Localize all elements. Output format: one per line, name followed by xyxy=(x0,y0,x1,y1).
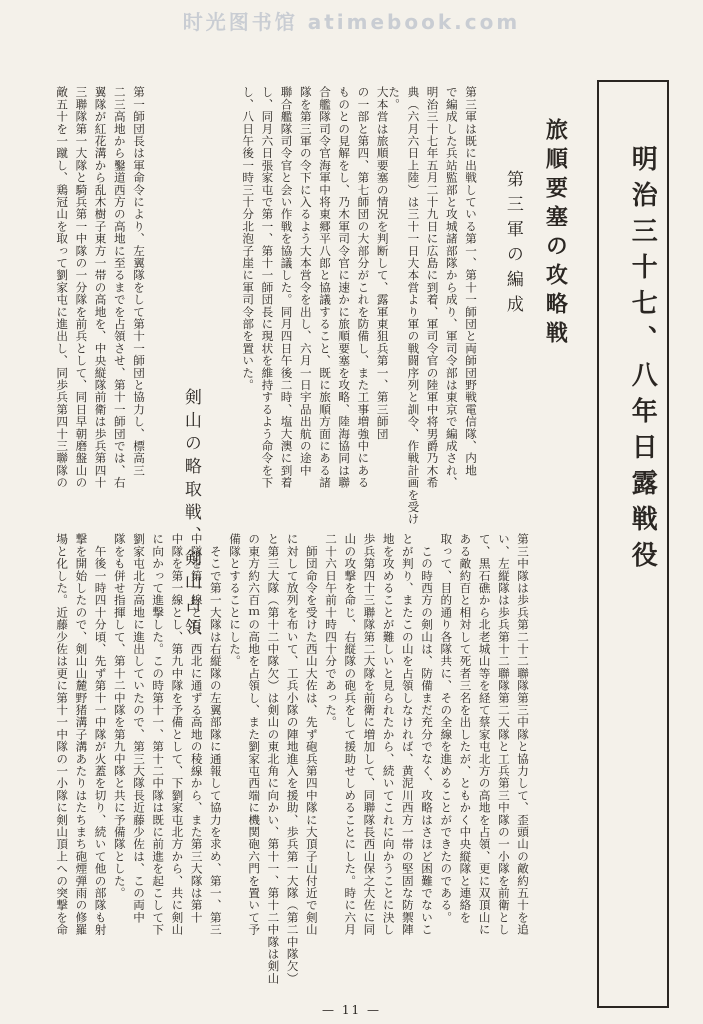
section-heading: 旅順要塞の攻略戦 xyxy=(542,118,569,350)
watermark: 时光图书馆 atimebook.com xyxy=(182,10,521,34)
paragraph-kenzan-battle: 第三中隊は歩兵第二十二聯隊第三中隊と協力して、歪頭山の敵約五十を追 い、左縦隊は歩兵第十二聯隊第二大隊と工兵第三中隊の一小隊を前衛とし て、黒石礁から北老城山等を経て蔡家屯北方の高地を占領、更に双頂山に ある敵約百と相対して死者三名を出したが、ともかく中央縦隊と連絡を 取って、目的通り各隊共に、その全線を進めることができたのである。 この時西方の剣山は、防備まだ充分でなく、攻略はさほど困難でないこ とが判り、またこの山を占領しなければ、黄泥川西方一帯の堅固な防禦陣 地を攻めることが難しいと見られたから、続いてこれに向かうことに決し 歩兵第四十三聯隊第二大隊を前衛に増加して、同聯隊長西山保之大佐に同 山の攻撃を命じ、右縦隊の砲兵をして援助せしめることにした。時に六月 二十六日午前十時四十分であった。 師団命令を受けた西山大佐は、先ず砲兵第四中隊に大頂子山付近で剣山 に対して放列を布いて、工兵小隊の陣地進入を援助、歩兵第一大隊（第二中隊欠） と第三大隊（第十二中隊欠）は剣山の東北角に向かい、第十一、第十二中隊は剣山 の東方約六百ｍの高地を占領し、また劉家屯西端に機関砲六門を置いて予 備隊とすることにした。 そこで第一大隊は右縦隊の左翼部隊に通報して協力を求め、第一、第三 中隊を第一線とし、西北に通ずる高地の稜線から、また第三大隊は第十 中隊を第一線とし、第九中隊を予備として、下劉家屯北方から、共に剣山 に向かって進撃した。この時第十一、第十二中隊は既に前進を起こして下 劉家屯北方高地に進出していたので、第三大隊長近藤少佐は、この両中 隊をも併せ指揮して、第十二中隊を第九中隊と共に予備隊とした。 午後一時四十分頃、先ず第十一中隊が火蓋を切り、続いて他の部隊も射 撃を開始したので、剣山山麓野猪溝子溝あたりはたちまち砲煙弾雨の修羅 場と化した。近藤少佐は更に第十一中隊の一小隊に剣山頂上への突撃を命 xyxy=(55,533,531,985)
page-number: — 11 — xyxy=(322,1003,381,1017)
paragraph-imperial-hq: 大本営は旅順要塞の情況を判断して、露軍東狙兵第一、第三師団 の一部と第四、第七師団の大部分がこれを防備し、また工事増強中にある ものとの見解をし、乃木軍司令官に速かに旅順要塞を攻略、陸海協同は聯 合艦隊司令官海軍中将東郷平八郎と協議すること、既に旅順方面にある諸 隊を第三軍の令下に入るよう大本営令を出し、六月一日宇品出航の途中 聯合艦隊司令官と会い作戦を協議した。同月四日午後二時、塩大澳に到着 し、同月六日張家屯で第一、第十一師団長に現状を維持するよう命令を下 し、八日午後一時三十分北泡子崖に軍司令部を置いた。 xyxy=(241,86,390,489)
paragraph-first-division: 第一師団長は軍命令により、左翼隊をして第十一師団と協力し、標高三 二三高地から鑿道西方の高地に至るまでを占領させ、第十一師団では、右 翼隊が紅花溝から乱木樹子東方一帯の高地を、中央縦隊前衛は歩兵第四十 三聯隊第一大隊と騎兵第一中隊の一分隊を前兵として、同日早朝磨盤山の 敵五十を一蹴し、鶏冠山を取って劉家屯に進出し、同歩兵第四十三聯隊の xyxy=(55,86,147,489)
page-title: 明治三十七、八年日露戦役 xyxy=(627,145,658,577)
subsection-heading: 第三軍の編成 xyxy=(502,170,523,320)
paragraph-third-army: 第三軍は既に出戦している第一、第十一師団と両師団野戦電信隊、内地 で編成した兵站監部と攻城諸部隊から成り、軍司令部は東京で編成され、 明治三十七年五月二十九日に広島に到着、軍司令官の陸軍中将男爵乃木希 典（六月六日上陸）は三十一日大本営より軍の戦闘序列と訓令、作戦計画を受け た。 xyxy=(387,86,479,526)
subsection-heading-kenzan: 剣山の略取戦、剣山占領 xyxy=(180,388,201,641)
